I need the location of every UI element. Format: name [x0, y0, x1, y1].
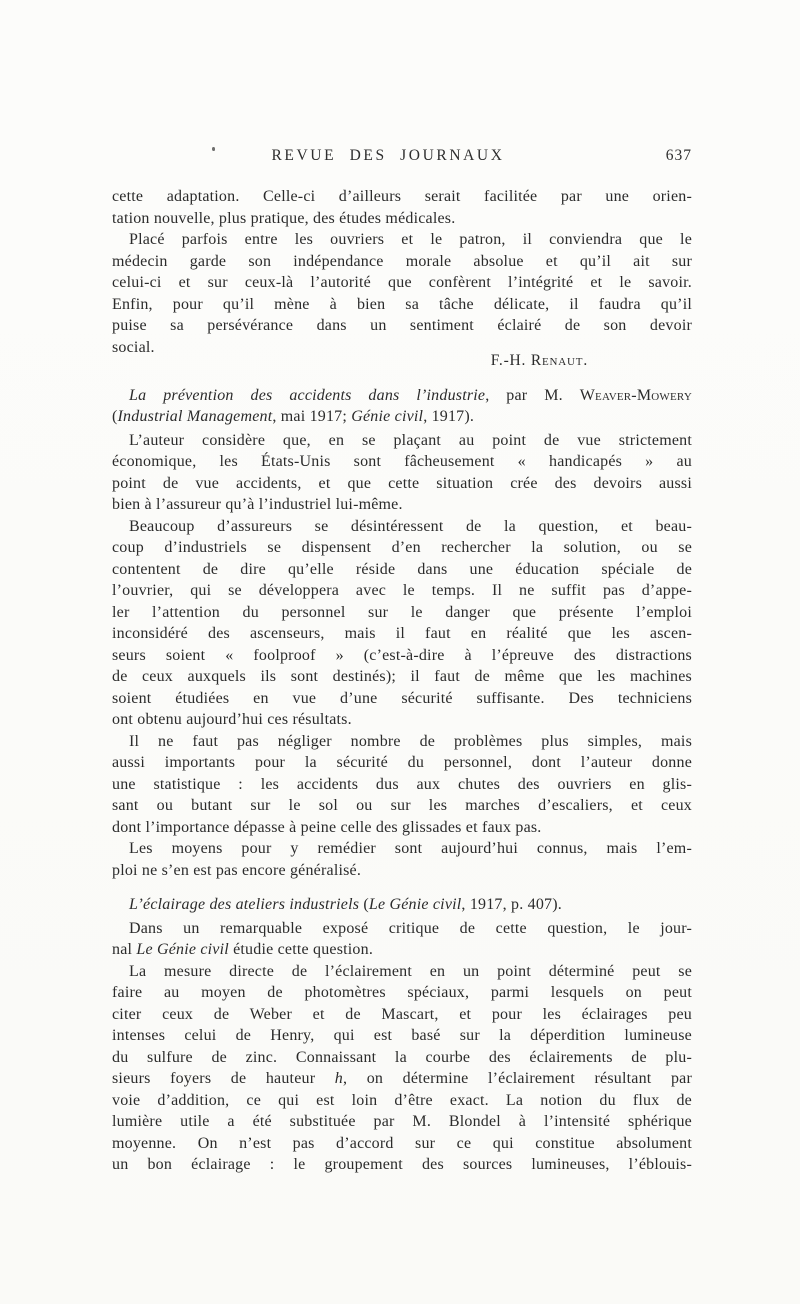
italic-segment: h: [334, 1070, 343, 1087]
paragraph: [112, 430, 692, 516]
text-line: [112, 961, 692, 983]
text-line: [112, 602, 692, 624]
text-line: [112, 918, 692, 940]
text-segment: contentent de dire qu’elle réside dans une éducation spéciale de: [112, 560, 692, 578]
italic-segment: L’éclairage des ateliers industriels: [129, 896, 360, 913]
smallcaps-segment: Weaver-Mowery: [579, 386, 692, 404]
text-segment: un bon éclairage : le groupement des sources lumineuses, l’éblouis-: [112, 1156, 692, 1173]
signature: [112, 350, 692, 372]
text-segment: ploi ne s’en est pas encore généralisé.: [112, 861, 362, 879]
text-segment: puise sa persévérance dans un sentiment éclairé de son devoir: [112, 317, 692, 334]
text-segment: économique, les États-Unis sont fâcheusement « handicapés » au: [112, 453, 692, 470]
article-heading: [112, 385, 692, 428]
text-line: [112, 1133, 692, 1155]
text-segment: faire au moyen de photomètres spéciaux, parmi lesquels on peut: [112, 984, 692, 1001]
text-segment: aussi importants pour la sécurité du personnel, dont l’auteur donne: [112, 754, 692, 771]
text-segment: Enfin, pour qu’il mène à bien sa tâche délicate, il faudra qu’il: [112, 295, 692, 313]
italic-segment: Le Génie civil: [368, 896, 462, 913]
page-header: [112, 147, 692, 167]
text-segment: ler l’attention du personnel sur le danger que présente l’emploi: [112, 603, 692, 621]
text-segment: une statistique : les accidents dus aux chutes des ouvriers en glis-: [112, 775, 692, 793]
text-segment: F.-H.: [490, 352, 531, 369]
text-line: [112, 645, 692, 667]
text-segment: , par M.: [485, 386, 580, 404]
text-line: [112, 473, 692, 495]
text-segment: (: [359, 896, 369, 913]
text-segment: tation nouvelle, plus pratique, des études médicales.: [112, 209, 456, 227]
text-segment: coup d’industriels se dispensent d’en rechercher la solution, ou se: [112, 539, 692, 556]
text-line: [112, 350, 588, 372]
paragraph: [112, 918, 692, 961]
page-number: 637: [665, 147, 692, 164]
text-segment: seurs soient « foolproof » (c’est-à-dire à l’épreuve des distractions: [112, 646, 692, 664]
text-line: [112, 559, 692, 581]
italic-segment: Industrial Management: [117, 408, 273, 425]
text-line: [112, 752, 692, 774]
text-segment: , on détermine l’éclairement résultant par: [342, 1070, 692, 1087]
text-line: [112, 494, 692, 516]
text-segment: .: [583, 352, 588, 369]
text-segment: , 1917, p. 407).: [461, 896, 562, 913]
text-line: [112, 385, 692, 407]
text-line: [112, 709, 692, 731]
text-segment: La mesure directe de l’éclairement en un point déterminé peut se: [129, 962, 692, 980]
text-line: [112, 1004, 692, 1026]
text-line: [112, 229, 692, 251]
text-segment: L’auteur considère que, en se plaçant au point de vue strictement: [129, 431, 692, 449]
text-column: [112, 186, 692, 1176]
text-segment: du sulfure de zinc. Connaissant la courbe des éclairements de plu-: [112, 1048, 692, 1066]
text-line: [112, 580, 692, 602]
text-line: [112, 939, 692, 961]
text-line: [112, 1111, 692, 1133]
text-line: [112, 1090, 692, 1112]
text-segment: point de vue accidents, et que cette situation crée des devoirs aussi: [112, 474, 692, 492]
text-line: [112, 731, 692, 753]
text-line: [112, 860, 692, 882]
text-line: [112, 451, 692, 473]
text-segment: l’ouvrier, qui se développera avec le temps. Il ne suffit pas d’appe-: [112, 582, 692, 599]
text-line: [112, 516, 692, 538]
smallcaps-segment: Renaut: [530, 352, 584, 369]
text-segment: sant ou butant sur le sol ou sur les marches d’escaliers, et ceux: [112, 797, 692, 814]
text-line: [112, 186, 692, 208]
text-segment: sieurs foyers de hauteur: [112, 1070, 335, 1087]
text-segment: étudie cette question.: [228, 941, 374, 958]
text-line: [112, 208, 692, 230]
text-line: [112, 666, 692, 688]
text-segment: Les moyens pour y remédier sont aujourd’hui connus, mais l’em-: [129, 840, 692, 857]
text-line: [112, 272, 692, 294]
italic-segment: La prévention des accidents dans l’industrie: [129, 386, 486, 404]
text-line: [112, 817, 692, 839]
paragraph: [112, 731, 692, 839]
italic-segment: Génie civil: [351, 408, 424, 425]
paragraph: [112, 838, 692, 881]
text-segment: inconsidéré des ascenseurs, mais il faut en réalité que les ascen-: [112, 625, 692, 642]
text-line: [112, 623, 692, 645]
text-segment: , mai 1917;: [272, 408, 352, 425]
text-segment: médecin garde son indépendance morale absolue et qu’il ait sur: [112, 252, 692, 270]
text-line: [112, 982, 692, 1004]
running-title: REVUE DES JOURNAUX: [271, 147, 505, 164]
text-line: [112, 537, 692, 559]
paragraph: [112, 961, 692, 1176]
text-segment: cette adaptation. Celle-ci d’ailleurs serait facilitée par une orien-: [112, 188, 692, 205]
text-segment: lumière utile a été substituée par M. Blondel à l’intensité sphérique: [112, 1113, 692, 1130]
article-heading: [112, 894, 692, 916]
text-line: [112, 688, 692, 710]
paragraph: [112, 516, 692, 731]
text-segment: citer ceux de Weber et de Mascart, et pour les éclairages peu: [112, 1005, 692, 1023]
text-line: [112, 774, 692, 796]
text-line: [112, 894, 692, 916]
text-segment: intenses celui de Henry, qui est basé sur la déperdition lumineuse: [112, 1027, 692, 1044]
text-segment: de ceux auxquels ils sont destinés); il faut de même que les machines: [112, 668, 692, 685]
text-line: [112, 795, 692, 817]
text-segment: Placé parfois entre les ouvriers et le patron, il conviendra que le: [129, 231, 692, 248]
text-segment: ont obtenu aujourd’hui ces résultats.: [112, 711, 352, 728]
text-segment: dont l’importance dépasse à peine celle des glissades et faux pas.: [112, 818, 542, 836]
text-line: [112, 406, 692, 428]
text-segment: Beaucoup d’assureurs se désintéressent de la question, et beau-: [129, 517, 692, 535]
paragraph: [112, 186, 692, 229]
text-line: [112, 1068, 692, 1090]
text-segment: Il ne faut pas négliger nombre de problèmes plus simples, mais: [129, 732, 692, 750]
paragraph: [112, 229, 692, 358]
text-line: [112, 1047, 692, 1069]
text-line: [112, 294, 692, 316]
text-segment: bien à l’assureur qu’à l’industriel lui-même.: [112, 496, 403, 513]
text-line: [112, 1154, 692, 1176]
text-segment: , 1917).: [423, 408, 475, 425]
text-segment: moyenne. On n’est pas d’accord sur ce qui constitue absolument: [112, 1134, 692, 1152]
italic-segment: Le Génie civil: [136, 941, 229, 958]
text-line: [112, 430, 692, 452]
text-line: [112, 838, 692, 860]
text-segment: nal: [112, 941, 137, 958]
text-line: [112, 251, 692, 273]
text-segment: voie d’addition, ce qui est loin d’être exact. La notion du flux de: [112, 1091, 692, 1109]
text-segment: soient étudiées en vue d’une sécurité suffisante. Des techniciens: [112, 689, 692, 707]
text-segment: Dans un remarquable exposé critique de cette question, le jour-: [129, 919, 692, 937]
text-line: [112, 1025, 692, 1047]
text-segment: social.: [112, 338, 155, 356]
text-line: [112, 315, 692, 337]
text-segment: celui-ci et sur ceux-là l’autorité que confèrent l’intégrité et le savoir.: [112, 274, 692, 291]
text-segment: (: [112, 408, 118, 425]
